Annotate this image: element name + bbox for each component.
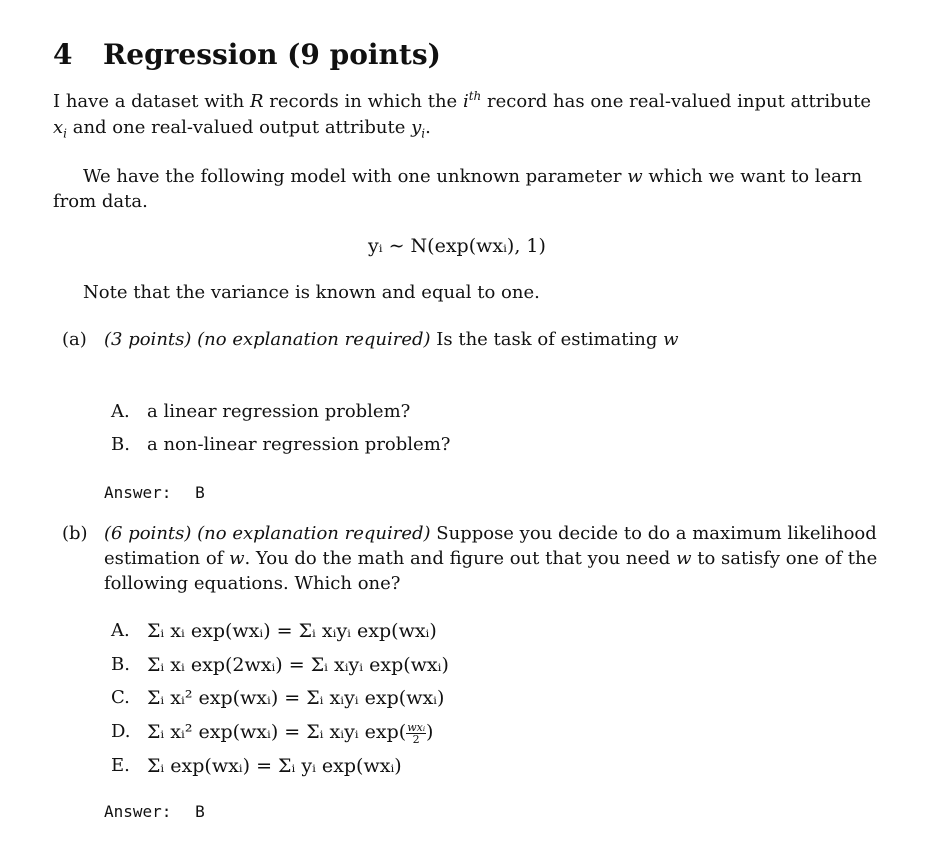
part-b-option-b-letter: B. bbox=[111, 654, 130, 675]
variance-note: Note that the variance is known and equal to one. bbox=[83, 282, 540, 303]
part-b-option-a-equation: Σᵢ xᵢ exp(wxᵢ) = Σᵢ xᵢyᵢ exp(wxᵢ) bbox=[147, 620, 437, 642]
part-b-option-d-letter: D. bbox=[111, 721, 131, 742]
part-a-option-b-text: a non-linear regression problem? bbox=[147, 434, 451, 455]
model-line-2: from data. bbox=[53, 191, 148, 212]
part-b-option-c-letter: C. bbox=[111, 687, 130, 708]
part-b-option-b-equation: Σᵢ xᵢ exp(2wxᵢ) = Σᵢ xᵢyᵢ exp(wxᵢ) bbox=[147, 654, 449, 676]
part-b-option-e-letter: E. bbox=[111, 755, 130, 776]
part-b-line-1: (6 points) (no explanation required) Suppose you decide to do a maximum likelihood bbox=[104, 523, 877, 544]
part-b-line-3: following equations. Which one? bbox=[104, 573, 401, 594]
part-b-option-e-equation: Σᵢ exp(wxᵢ) = Σᵢ yᵢ exp(wxᵢ) bbox=[147, 755, 402, 777]
part-b-answer: Answer: B bbox=[104, 802, 205, 821]
model-line-1: We have the following model with one unknown parameter w which we want to learn bbox=[83, 166, 863, 187]
part-b-label: (b) bbox=[62, 523, 88, 544]
part-b-option-a-letter: A. bbox=[111, 620, 130, 641]
part-a-question: (3 points) (no explanation required) Is the task of estimating w bbox=[104, 329, 679, 350]
part-a-label: (a) bbox=[62, 329, 87, 350]
fraction: $\frac{\text{wxᵢ}}{2}$ bbox=[407, 720, 426, 746]
part-b-option-c-equation: Σᵢ xᵢ² exp(wxᵢ) = Σᵢ xᵢyᵢ exp(wxᵢ) bbox=[147, 687, 445, 709]
part-a-option-b-letter: B. bbox=[111, 434, 130, 455]
part-b-option-d-equation: Σᵢ xᵢ² exp(wxᵢ) = Σᵢ xᵢyᵢ exp( $\frac{\text{wxᵢ}}{2}$ ) bbox=[147, 720, 434, 746]
intro-line-2: $x_i$ and one real-valued output attribute $y_i$. bbox=[53, 117, 431, 141]
section-title: Regression (9 points) bbox=[103, 38, 441, 71]
section-number: 4 bbox=[53, 38, 73, 71]
part-a-answer: Answer: B bbox=[104, 483, 205, 502]
part-a-option-a-letter: A. bbox=[111, 401, 130, 422]
model-equation: yᵢ ∼ N(exp(wxᵢ), 1) bbox=[368, 235, 546, 257]
intro-line-1: I have a dataset with R records in which the $i^{th}$ record has one real-valued input attribute bbox=[53, 89, 872, 112]
part-a-option-a-text: a linear regression problem? bbox=[147, 401, 411, 422]
part-b-line-2: estimation of w. You do the math and figure out that you need w to satisfy one of the bbox=[104, 548, 878, 569]
